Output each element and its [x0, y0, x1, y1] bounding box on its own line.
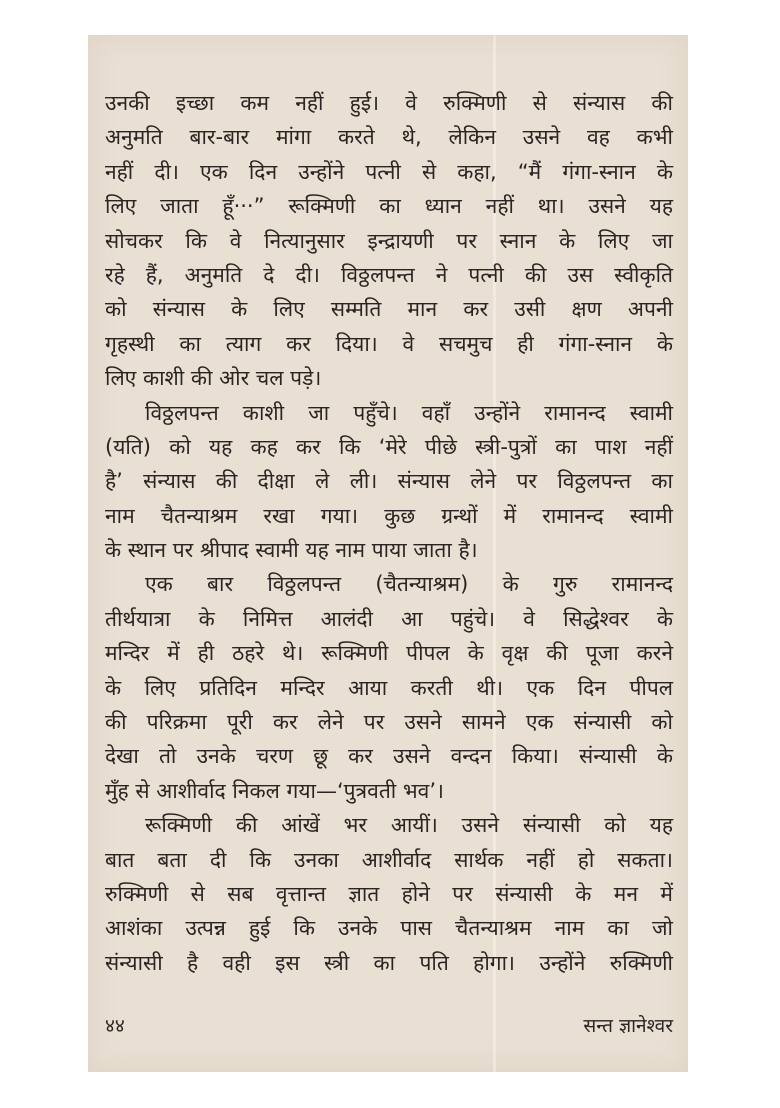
page-number: ४४: [105, 1015, 125, 1037]
text-line: है’ संन्यास की दीक्षा ले ली। संन्यास लेने पर विठ्ठलपन्त का: [105, 469, 673, 494]
page-footer: [105, 1012, 673, 1038]
page-body: [105, 86, 673, 980]
text-line: (यति) को यह कह कर कि ‘मेरे पीछे स्त्री-पुत्रों का पाश नहीं: [105, 434, 673, 459]
text-line: संन्यासी है वही इस स्त्री का पति होगा। उन्होंने रुक्मिणी: [105, 950, 673, 975]
text-line: के स्थान पर श्रीपाद स्वामी यह नाम पाया जाता है।: [105, 538, 478, 563]
text-line: नाम चैतन्याश्रम रखा गया। कुछ ग्रन्थों में रामानन्द स्वामी: [105, 503, 673, 528]
text-line: गृहस्थी का त्याग कर दिया। वे सचमुच ही गंगा-स्नान के: [105, 331, 673, 356]
text-line: सोचकर कि वे नित्यानुसार इन्द्रायणी पर स्नान के लिए जा: [105, 228, 673, 253]
text-line: देखा तो उनके चरण छू कर उसने वन्दन किया। संन्यासी के: [105, 744, 673, 769]
text-line: रहे हैं, अनुमति दे दी। विठ्ठलपन्त ने पत्नी की उस स्वीकृति: [105, 262, 673, 287]
paragraph: [105, 567, 673, 808]
paragraph: [105, 808, 673, 980]
running-title: सन्त ज्ञानेश्वर: [583, 1015, 673, 1037]
text-line: की परिक्रमा पूरी कर लेने पर उसने सामने एक संन्यासी को: [105, 710, 673, 735]
text-line: के लिए प्रतिदिन मन्दिर आया करती थी। एक दिन पीपल: [105, 675, 673, 700]
text-line: अनुमति बार-बार मांगा करते थे, लेकिन उसने वह कभी: [105, 125, 673, 150]
text-line: लिए जाता हूँ···” रूक्मिणी का ध्यान नहीं था। उसने यह: [105, 194, 673, 219]
paragraph: [105, 396, 673, 568]
text-line: बात बता दी कि उनका आशीर्वाद सार्थक नहीं हो सकता।: [105, 847, 673, 872]
text-line: मुँह से आशीर्वाद निकल गया—‘पुत्रवती भव’।: [105, 778, 444, 803]
text-line: एक बार विठ्ठलपन्त (चैतन्याश्रम) के गुरु रामानन्द: [145, 572, 673, 597]
text-line: को संन्यास के लिए सम्मति मान कर उसी क्षण अपनी: [105, 297, 673, 322]
text-line: रूक्मिणी की आंखें भर आयीं। उसने संन्यासी को यह: [145, 813, 673, 838]
text-line: लिए काशी की ओर चल पड़े।: [105, 366, 322, 391]
text-line: आशंका उत्पन्न हुई कि उनके पास चैतन्याश्रम नाम का जो: [105, 916, 673, 941]
text-line: नहीं दी। एक दिन उन्होंने पत्नी से कहा, “मैं गंगा-स्नान के: [105, 159, 673, 184]
text-line: रुक्मिणी से सब वृत्तान्त ज्ञात होने पर संन्यासी के मन में: [105, 881, 673, 906]
paragraph: [105, 86, 673, 396]
text-line: विठ्ठलपन्त काशी जा पहुँचे। वहाँ उन्होंने रामानन्द स्वामी: [145, 400, 673, 425]
text-line: तीर्थयात्रा के निमित्त आलंदी आ पहुंचे। वे सिद्धेश्वर के: [105, 606, 673, 631]
text-line: मन्दिर में ही ठहरे थे। रूक्मिणी पीपल के वृक्ष की पूजा करने: [105, 641, 673, 666]
text-line: उनकी इच्छा कम नहीं हुई। वे रुक्मिणी से संन्यास की: [105, 91, 673, 115]
